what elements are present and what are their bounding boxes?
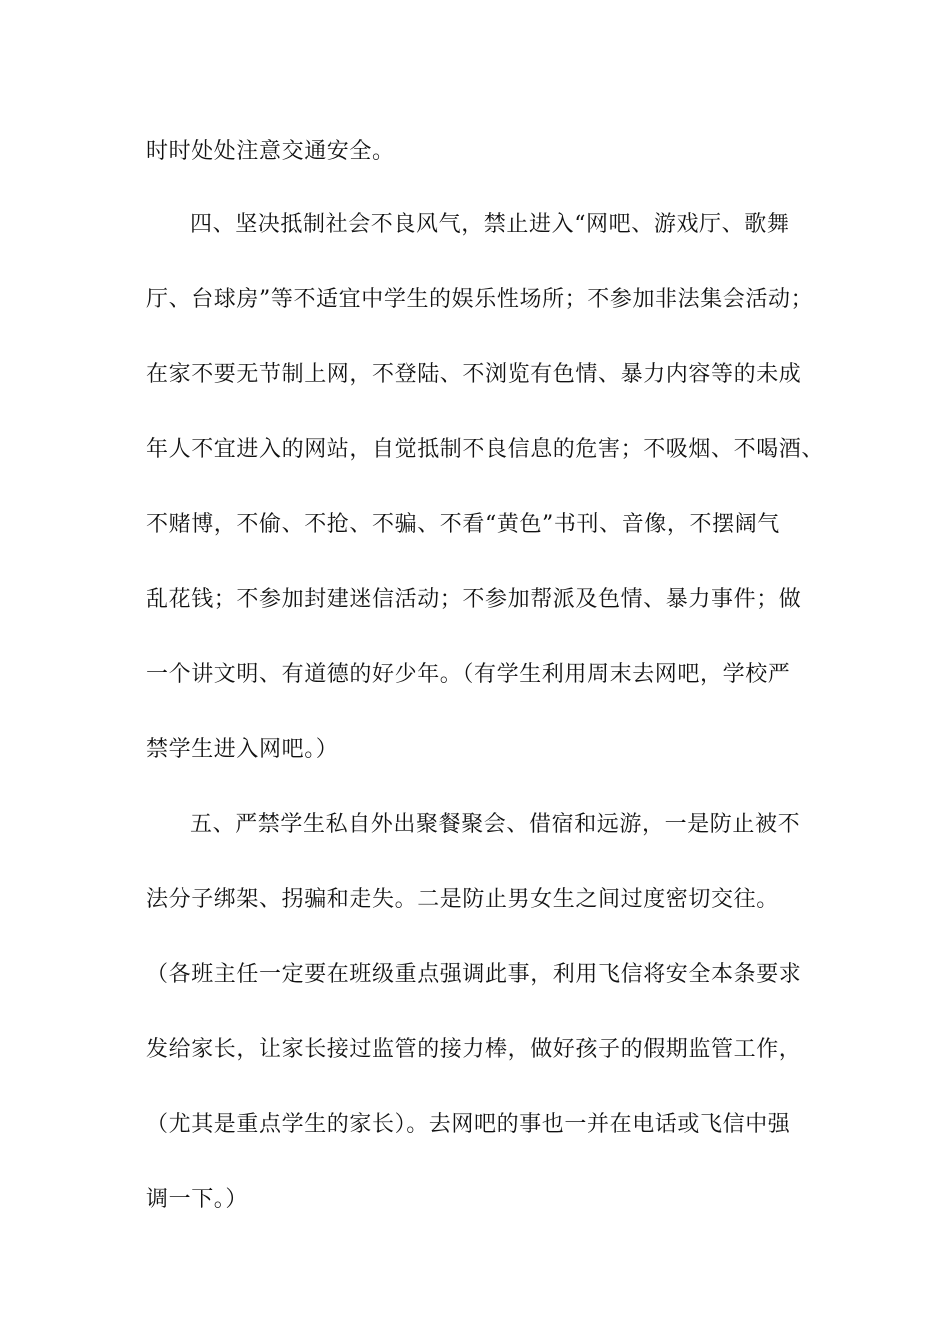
text-line-15: 调一下。） <box>146 1187 249 1212</box>
text-line-10: 五、严禁学生私自外出聚餐聚会、借宿和远游，一是防止被不 <box>190 812 801 837</box>
text-line-7: 乱花钱；不参加封建迷信活动；不参加帮派及色情、暴力事件；做 <box>146 587 802 612</box>
text-line-1: 时时处处注意交通安全。 <box>146 139 395 164</box>
text-line-6: 不赌博，不偷、不抢、不骗、不看“黄色”书刊、音像，不摆阔气 <box>146 512 780 537</box>
text-line-14: （尤其是重点学生的家长）。去网吧的事也一并在电话或飞信中强 <box>146 1112 791 1137</box>
text-line-4: 在家不要无节制上网，不登陆、不浏览有色情、暴力内容等的未成 <box>146 362 802 387</box>
text-line-8: 一个讲文明、有道德的好少年。（有学生利用周末去网吧，学校严 <box>146 662 791 687</box>
text-line-5: 年人不宜进入的网站，自觉抵制不良信息的危害；不吸烟、不喝酒、 <box>146 437 825 462</box>
text-line-9: 禁学生进入网吧。） <box>146 737 339 762</box>
text-line-3: 厅、台球房”等不适宜中学生的娱乐性场所；不参加非法集会活动； <box>146 287 814 312</box>
text-line-2: 四、坚决抵制社会不良风气，禁止进入“网吧、游戏厅、歌舞 <box>190 212 790 237</box>
text-line-13: 发给家长，让家长接过监管的接力棒，做好孩子的假期监管工作， <box>146 1037 802 1062</box>
text-line-11: 法分子绑架、拐骗和走失。二是防止男女生之间过度密切交往。 <box>146 887 779 912</box>
text-line-12: （各班主任一定要在班级重点强调此事，利用飞信将安全本条要求 <box>146 962 802 987</box>
